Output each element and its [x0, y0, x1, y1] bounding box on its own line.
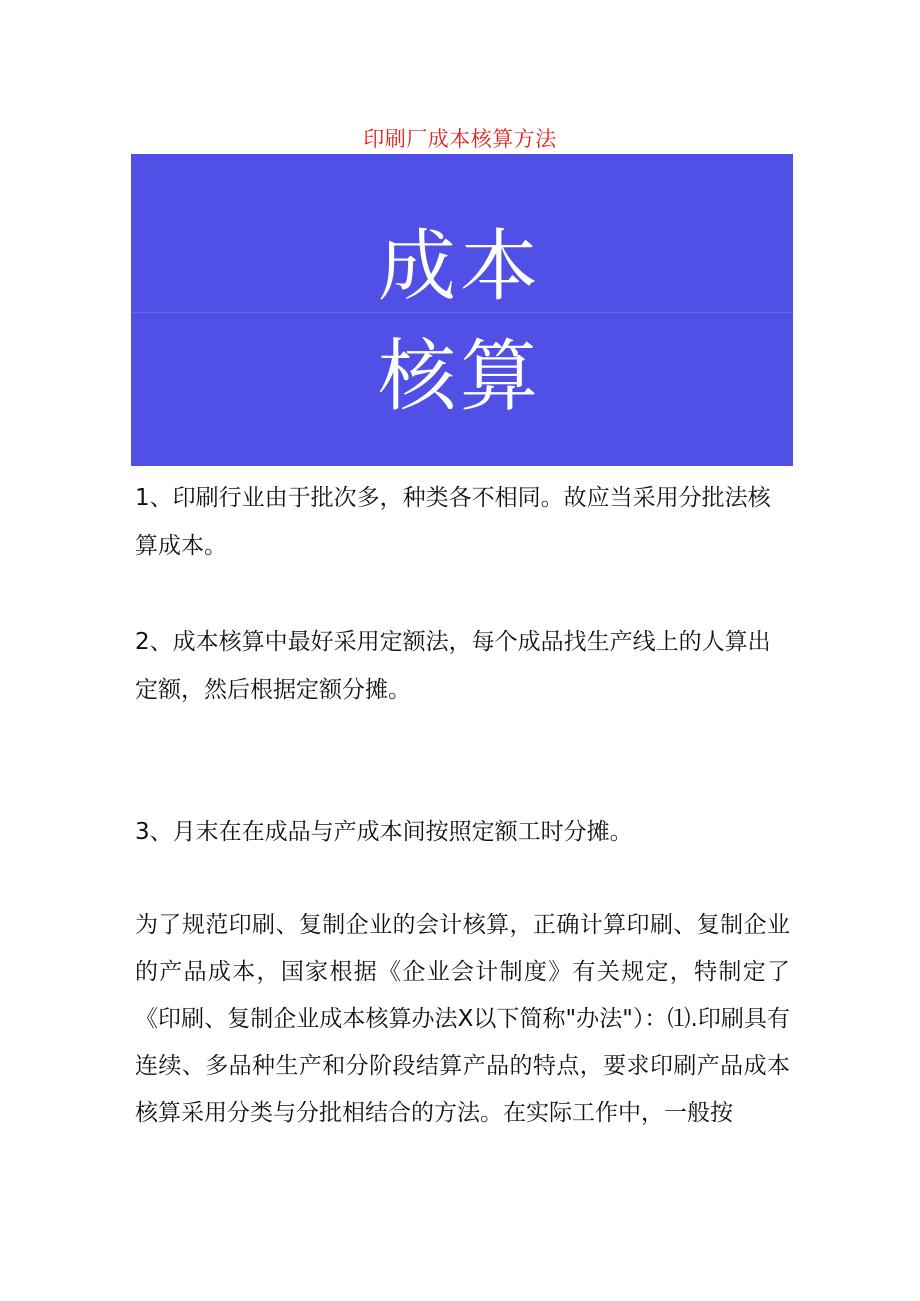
- banner-text-line-2: 核算: [377, 332, 542, 422]
- paragraph-1: 1、印刷行业由于批次多，种类各不相同。故应当采用分批法核算成本。: [135, 485, 771, 559]
- document-title: 印刷厂成本核算方法: [363, 127, 557, 151]
- banner-text-line-1: 成本: [377, 222, 542, 312]
- paragraph-2: 2、成本核算中最好采用定额法，每个成品找生产线上的人算出定额，然后根据定额分摊。: [135, 629, 771, 703]
- banner-divider: [131, 312, 793, 313]
- paragraph-3: 3、月末在在成品与产成本间按照定额工时分摊。: [135, 819, 633, 845]
- paragraph-4: 为了规范印刷、复制企业的会计核算，正确计算印刷、复制企业的产品成本，国家根据《企业会计制度》有关规定，特制定了《印刷、复制企业成本核算办法X以下简称"办法"）：⑴.印刷具有连续、多品种生产和分阶段结算产品的特点，要求印刷产品成本核算采用分类与分批相结合的方法。在实际工作中，一般按: [135, 912, 790, 1126]
